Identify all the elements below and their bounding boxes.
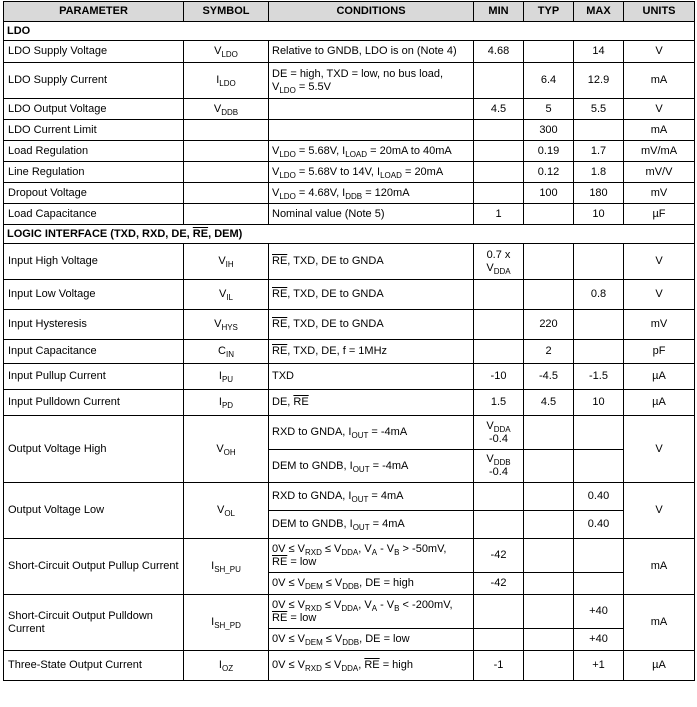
param-name: Dropout Voltage xyxy=(4,183,184,204)
condition xyxy=(269,120,474,141)
max-value xyxy=(574,573,624,595)
condition: DE, $\overline{RE}$ xyxy=(269,390,474,416)
min-value: 0.7 x $V_{DDA}$ xyxy=(474,244,524,280)
symbol: $I_{PD}$ xyxy=(184,390,269,416)
symbol: $V_{HYS}$ xyxy=(184,310,269,340)
units: µA xyxy=(624,390,695,416)
section-title-logic: LOGIC INTERFACE (TXD, RXD, DE, $\overline{RE}$, DEM) xyxy=(4,225,695,244)
condition: $0V \le V_{RXD} \le V_{DDA}$, $\overline{RE}$ = high xyxy=(269,651,474,681)
condition: $0V \le V_{DEM} \le V_{DDB}$, DE = low xyxy=(269,629,474,651)
min-value xyxy=(474,310,524,340)
max-value: 1.7 xyxy=(574,141,624,162)
condition: DE = high, TXD = low, no bus load, $V_{LDO} = 5.5V$ xyxy=(269,63,474,99)
max-value: 1.8 xyxy=(574,162,624,183)
param-name: LDO Current Limit xyxy=(4,120,184,141)
max-value: +1 xyxy=(574,651,624,681)
symbol: $V_{IL}$ xyxy=(184,280,269,310)
typ-value xyxy=(524,204,574,225)
min-value xyxy=(474,340,524,364)
min-value: 4.68 xyxy=(474,41,524,63)
units: µF xyxy=(624,204,695,225)
header-conditions: CONDITIONS xyxy=(269,2,474,22)
spec-table xyxy=(3,1,695,681)
max-value xyxy=(574,416,624,450)
param-name: Short-Circuit Output Pulldown Current xyxy=(4,595,184,651)
condition: $\overline{RE}$, TXD, DE to GNDA xyxy=(269,310,474,340)
table-row xyxy=(4,99,695,120)
symbol: $V_{OL}$ xyxy=(184,483,269,539)
units: V xyxy=(624,483,695,539)
typ-value: 4.5 xyxy=(524,390,574,416)
symbol: $I_{SH\_PD}$ xyxy=(184,595,269,651)
section-title-ldo: LDO xyxy=(4,22,695,41)
condition: $0V \le V_{RXD} \le V_{DDA}$, $V_A - V_B < -200mV$, $\overline{RE}$ = low xyxy=(269,595,474,629)
typ-value xyxy=(524,539,574,573)
section-row-logic xyxy=(4,225,695,244)
typ-value xyxy=(524,280,574,310)
min-value xyxy=(474,280,524,310)
header-max: MAX xyxy=(574,2,624,22)
condition: Relative to GNDB, LDO is on (Note 4) xyxy=(269,41,474,63)
condition: RXD to GNDA, $I_{OUT} = 4mA$ xyxy=(269,483,474,511)
param-name: Output Voltage High xyxy=(4,416,184,483)
header-row xyxy=(4,2,695,22)
condition: $0V \le V_{RXD} \le V_{DDA}$, $V_A - V_B > -50mV$, $\overline{RE}$ = low xyxy=(269,539,474,573)
typ-value: 5 xyxy=(524,99,574,120)
units: V xyxy=(624,41,695,63)
table-row xyxy=(4,483,695,511)
param-name: LDO Supply Current xyxy=(4,63,184,99)
table-row xyxy=(4,280,695,310)
max-value: 14 xyxy=(574,41,624,63)
table-row xyxy=(4,340,695,364)
param-name: Input Capacitance xyxy=(4,340,184,364)
units: mV xyxy=(624,183,695,204)
typ-value: -4.5 xyxy=(524,364,574,390)
symbol xyxy=(184,204,269,225)
table-row xyxy=(4,416,695,450)
symbol: $I_{LDO}$ xyxy=(184,63,269,99)
condition xyxy=(269,99,474,120)
table-row xyxy=(4,63,695,99)
typ-value: 0.19 xyxy=(524,141,574,162)
min-value xyxy=(474,183,524,204)
min-value: $V_{DDB}$ -0.4 xyxy=(474,450,524,483)
typ-value: 220 xyxy=(524,310,574,340)
typ-value: 2 xyxy=(524,340,574,364)
header-typ: TYP xyxy=(524,2,574,22)
condition: $V_{LDO} = 4.68V$, $I_{DDB} = 120mA$ xyxy=(269,183,474,204)
symbol: $I_{SH\_PU}$ xyxy=(184,539,269,595)
table-row xyxy=(4,183,695,204)
param-name: Input Pullup Current xyxy=(4,364,184,390)
condition: Nominal value (Note 5) xyxy=(269,204,474,225)
symbol xyxy=(184,162,269,183)
condition: $\overline{RE}$, TXD, DE, f = 1MHz xyxy=(269,340,474,364)
header-symbol: SYMBOL xyxy=(184,2,269,22)
condition: $V_{LDO} = 5.68V$ to 14V, $I_{LOAD} = 20mA$ xyxy=(269,162,474,183)
table-row xyxy=(4,41,695,63)
condition: $V_{LDO} = 5.68V$, $I_{LOAD} = 20mA$ to 40mA xyxy=(269,141,474,162)
min-value xyxy=(474,63,524,99)
param-name: LDO Supply Voltage xyxy=(4,41,184,63)
typ-value: 6.4 xyxy=(524,63,574,99)
units: mV xyxy=(624,310,695,340)
header-units: UNITS xyxy=(624,2,695,22)
condition: $0V \le V_{DEM} \le V_{DDB}$, DE = high xyxy=(269,573,474,595)
param-name: Short-Circuit Output Pullup Current xyxy=(4,539,184,595)
max-value: 0.40 xyxy=(574,483,624,511)
min-value: -1 xyxy=(474,651,524,681)
table-row xyxy=(4,120,695,141)
param-name: Input Low Voltage xyxy=(4,280,184,310)
table-row xyxy=(4,244,695,280)
typ-value: 0.12 xyxy=(524,162,574,183)
condition: $\overline{RE}$, TXD, DE to GNDA xyxy=(269,280,474,310)
param-name: Input Hysteresis xyxy=(4,310,184,340)
table-row xyxy=(4,141,695,162)
min-value: 1 xyxy=(474,204,524,225)
max-value xyxy=(574,340,624,364)
max-value: 180 xyxy=(574,183,624,204)
units: mV/V xyxy=(624,162,695,183)
units: mA xyxy=(624,539,695,595)
max-value xyxy=(574,539,624,573)
max-value: 12.9 xyxy=(574,63,624,99)
symbol: $V_{OH}$ xyxy=(184,416,269,483)
typ-value xyxy=(524,483,574,511)
min-value: -42 xyxy=(474,573,524,595)
typ-value xyxy=(524,629,574,651)
typ-value: 100 xyxy=(524,183,574,204)
table-row xyxy=(4,310,695,340)
section-row-ldo xyxy=(4,22,695,41)
typ-value xyxy=(524,41,574,63)
min-value xyxy=(474,483,524,511)
typ-value xyxy=(524,651,574,681)
units: µA xyxy=(624,651,695,681)
max-value xyxy=(574,244,624,280)
symbol: $I_{PU}$ xyxy=(184,364,269,390)
param-name: Output Voltage Low xyxy=(4,483,184,539)
max-value: 0.8 xyxy=(574,280,624,310)
max-value xyxy=(574,450,624,483)
max-value xyxy=(574,310,624,340)
units: µA xyxy=(624,364,695,390)
table-row xyxy=(4,390,695,416)
min-value xyxy=(474,629,524,651)
param-name: Three-State Output Current xyxy=(4,651,184,681)
min-value xyxy=(474,120,524,141)
symbol xyxy=(184,141,269,162)
typ-value: 300 xyxy=(524,120,574,141)
min-value xyxy=(474,162,524,183)
min-value: $V_{DDA}$ -0.4 xyxy=(474,416,524,450)
units: V xyxy=(624,280,695,310)
condition: $\overline{RE}$, TXD, DE to GNDA xyxy=(269,244,474,280)
symbol: $C_{IN}$ xyxy=(184,340,269,364)
min-value: 4.5 xyxy=(474,99,524,120)
typ-value xyxy=(524,244,574,280)
min-value: -42 xyxy=(474,539,524,573)
param-name: Input High Voltage xyxy=(4,244,184,280)
units: mA xyxy=(624,120,695,141)
symbol: $V_{DDB}$ xyxy=(184,99,269,120)
table-row xyxy=(4,539,695,573)
table-row xyxy=(4,162,695,183)
typ-value xyxy=(524,416,574,450)
min-value xyxy=(474,511,524,539)
condition: DEM to GNDB, $I_{OUT} = -4mA$ xyxy=(269,450,474,483)
typ-value xyxy=(524,450,574,483)
symbol: $V_{LDO}$ xyxy=(184,41,269,63)
table-row xyxy=(4,651,695,681)
units: mA xyxy=(624,63,695,99)
param-name: Input Pulldown Current xyxy=(4,390,184,416)
table-row xyxy=(4,204,695,225)
header-parameter: PARAMETER xyxy=(4,2,184,22)
units: pF xyxy=(624,340,695,364)
typ-value xyxy=(524,573,574,595)
max-value xyxy=(574,120,624,141)
condition: RXD to GNDA, $I_{OUT} = -4mA$ xyxy=(269,416,474,450)
max-value: 10 xyxy=(574,204,624,225)
min-value xyxy=(474,595,524,629)
units: mV/mA xyxy=(624,141,695,162)
header-min: MIN xyxy=(474,2,524,22)
param-name: LDO Output Voltage xyxy=(4,99,184,120)
max-value: 10 xyxy=(574,390,624,416)
symbol: $V_{IH}$ xyxy=(184,244,269,280)
max-value: 5.5 xyxy=(574,99,624,120)
max-value: +40 xyxy=(574,629,624,651)
table-row xyxy=(4,364,695,390)
units: mA xyxy=(624,595,695,651)
min-value: 1.5 xyxy=(474,390,524,416)
table-row xyxy=(4,595,695,629)
max-value: -1.5 xyxy=(574,364,624,390)
symbol: $I_{OZ}$ xyxy=(184,651,269,681)
min-value: -10 xyxy=(474,364,524,390)
typ-value xyxy=(524,511,574,539)
condition: TXD xyxy=(269,364,474,390)
units: V xyxy=(624,416,695,483)
max-value: 0.40 xyxy=(574,511,624,539)
units: V xyxy=(624,244,695,280)
param-name: Load Capacitance xyxy=(4,204,184,225)
param-name: Load Regulation xyxy=(4,141,184,162)
symbol xyxy=(184,183,269,204)
min-value xyxy=(474,141,524,162)
max-value: +40 xyxy=(574,595,624,629)
condition: DEM to GNDB, $I_{OUT} = 4mA$ xyxy=(269,511,474,539)
param-name: Line Regulation xyxy=(4,162,184,183)
typ-value xyxy=(524,595,574,629)
units: V xyxy=(624,99,695,120)
symbol xyxy=(184,120,269,141)
